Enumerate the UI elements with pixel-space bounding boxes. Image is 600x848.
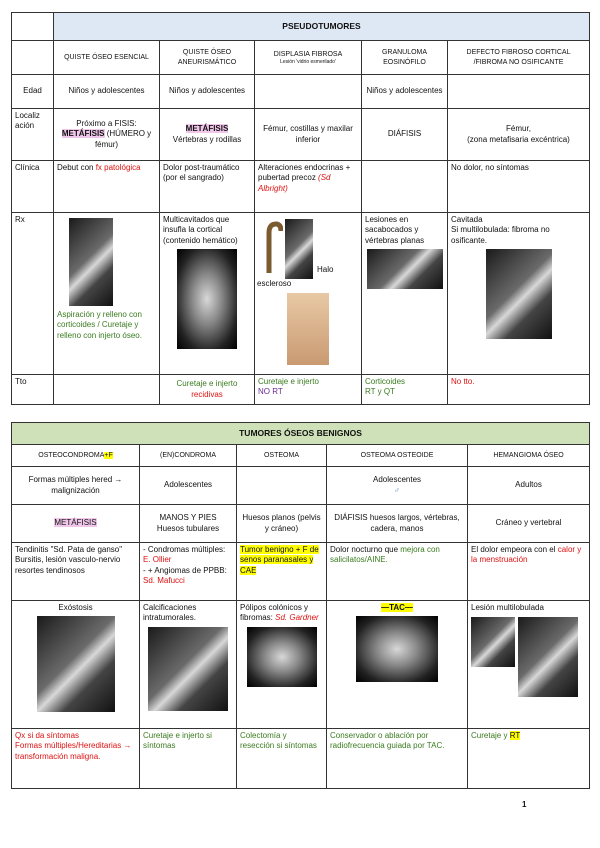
cli-oc: Tendinitis "Sd. Pata de ganso" Bursitis, lesión vasculo-nervio resortes tendinosos: [12, 543, 140, 601]
loc-qoe: [54, 109, 160, 161]
tto-os: Colectomía y resección si síntomas: [237, 729, 327, 789]
age-en: Adolescentes: [140, 467, 237, 505]
row-edad: Edad: [12, 75, 54, 109]
tto-qoa-green: Curetaje e injerto: [176, 379, 238, 389]
cli-ge: [362, 161, 448, 213]
loc-he: Cráneo y vertebral: [468, 505, 590, 543]
loc-os: Huesos planos (pelvis y cráneo): [237, 505, 327, 543]
cli-dfc: No dolor, no síntomas: [448, 161, 590, 213]
rx-ge-image: [367, 249, 443, 289]
rx-he-text: Lesión multilobulada: [471, 603, 544, 612]
cli-qoe-red: fx patológica: [95, 163, 141, 172]
page-number: 1: [522, 800, 527, 809]
edad-df: [255, 75, 362, 109]
loc-qoa: [160, 109, 255, 161]
rx-qoa: [160, 213, 255, 375]
tto-en: Curetaje e injerto si síntomas: [140, 729, 237, 789]
tto-he-green: Curetaje y: [471, 731, 510, 740]
tto-oc: [12, 729, 140, 789]
rx-oc-image: [37, 616, 115, 712]
age-oc: Formas múltiples hered → malignización: [12, 467, 140, 505]
male-icon: ♂: [394, 485, 400, 495]
loc-dfc-line1: Fémur,: [506, 124, 531, 134]
rx-en-text: Calcificaciones intratumorales.: [143, 603, 197, 623]
tto-he-rt: RT: [509, 731, 521, 740]
rx-os-text: Pólipos colónicos y fibromas:: [240, 603, 309, 623]
cli-he-text: El dolor empeora con el: [471, 545, 558, 554]
rx-dfc-line2: Si multilobulada: fibroma no osificante.: [451, 225, 550, 245]
cli-qoa: Dolor post-traumático (por el sangrado): [160, 161, 255, 213]
rx-dfc-line1: Cavitada: [451, 215, 483, 224]
tto-oc-line3: transformación maligna.: [15, 751, 101, 761]
benignos-title: TUMORES ÓSEOS BENIGNOS: [12, 423, 590, 445]
loc-qoe-metafisis: METÁFISIS: [61, 129, 105, 139]
loc-en-line2: Huesos tubulares: [156, 523, 220, 533]
rx-dfc-image: [486, 249, 552, 339]
col-osteoma-osteoide: OSTEOMA OSTEOIDE: [327, 445, 468, 467]
loc-oc: [12, 505, 140, 543]
cli-he: [468, 543, 590, 601]
tto-df: [255, 375, 362, 405]
tto-ge-green2: RT y QT: [365, 387, 395, 397]
rx-ge: [362, 213, 448, 375]
cli-en-line2: - + Angiomas de PPBB:: [143, 565, 227, 575]
edad-ge: Niños y adolescentes: [362, 75, 448, 109]
cli-oo-text: Dolor nocturno que: [330, 545, 401, 554]
tto-oc-line2: Formas múltiples/Hereditarias →: [15, 741, 132, 751]
tto-df-purple: NO RT: [258, 387, 283, 397]
cli-en-ollier: E. Ollier: [143, 555, 172, 565]
row-clinica: Clínica: [12, 161, 54, 213]
rx-df-photo: [287, 293, 329, 365]
rx-oo: [327, 601, 468, 729]
edad-dfc: [448, 75, 590, 109]
row-localizacion: Localiz ación: [12, 109, 54, 161]
col-encondroma: (EN)CONDROMA: [140, 445, 237, 467]
rx-qoe-image: [69, 218, 113, 306]
col-granuloma-eosinofilo: GRANULOMA EOSINÓFILO: [362, 41, 448, 75]
blank-corner: [12, 13, 54, 41]
loc-qoa-metafisis: METÁFISIS: [185, 124, 229, 134]
pseudotumores-title: PSEUDOTUMORES: [54, 13, 590, 41]
age-os: [237, 467, 327, 505]
row-tto: Tto: [12, 375, 54, 405]
rx-oo-image: [356, 616, 438, 682]
tto-qoa-red: recidivas: [191, 389, 223, 399]
cli-oo: [327, 543, 468, 601]
col-hemangioma: HEMANGIOMA ÓSEO: [468, 445, 590, 467]
rx-he-image-2: [518, 617, 578, 697]
rx-qoe-green: Aspiración y relleno con corticoides / Curetaje y relleno con injerto óseo.: [57, 310, 142, 340]
age-oo-text: Adolescentes: [372, 475, 422, 485]
rx-os-image: [247, 627, 317, 687]
tto-ge-green1: Corticoides: [365, 377, 406, 386]
displasia-note: Lesión 'vidrio esmerilado': [280, 58, 336, 65]
loc-dfc-line2: (zona metafisaria excéntrica): [467, 134, 570, 144]
rx-ge-text: Lesiones en sacabocados y vértebras planas: [365, 215, 425, 245]
loc-qoe-line1: Próximo a FISIS:: [76, 118, 137, 128]
edad-qoe: Niños y adolescentes: [54, 75, 160, 109]
loc-qoa-line2: Vértebras y rodillas: [172, 134, 242, 144]
rx-os-gardner: Sd. Gardner: [275, 613, 319, 623]
loc-en: [140, 505, 237, 543]
tto-ge: [362, 375, 448, 405]
col-osteoma: OSTEOMA: [237, 445, 327, 467]
rx-qoe: [54, 213, 160, 375]
shepherd-crook-image: [261, 221, 283, 276]
rx-he: [468, 601, 590, 729]
rx-en: [140, 601, 237, 729]
cli-df-text: Alteraciones endocrinas + pubertad precoz: [258, 163, 351, 183]
edad-qoa: Niños y adolescentes: [160, 75, 255, 109]
rx-he-image-1: [471, 617, 515, 667]
tto-oo: Conservador o ablación por radiofrecuencia guiada por TAC.: [327, 729, 468, 789]
loc-en-line1: MANOS Y PIES: [159, 513, 217, 523]
cli-df-red: (Sd Albright): [258, 173, 331, 193]
rx-dfc: [448, 213, 590, 375]
rx-df-image: [285, 219, 313, 279]
loc-ge: DIÁFISIS: [362, 109, 448, 161]
cli-qoe: [54, 161, 160, 213]
loc-df: Fémur, costillas y maxilar inferior: [255, 109, 362, 161]
tto-df-green: Curetaje e injerto: [258, 377, 319, 386]
displasia-title: DISPLASIA FIBROSA: [273, 50, 343, 58]
tumores-benignos-table: [11, 422, 590, 789]
rx-qoa-text: Multicavitados que insufla la cortical (contenido hemático): [163, 215, 238, 245]
blank-corner-2: [12, 41, 54, 75]
rx-oc-text: Exóstosis: [58, 603, 93, 612]
rx-oo-tac: —TAC—: [381, 603, 413, 612]
rx-en-image: [148, 627, 228, 711]
rx-df: [255, 213, 362, 375]
tto-dfc: No tto.: [448, 375, 590, 405]
cli-en-line1: - Condromas múltiples:: [143, 545, 226, 554]
osteocondroma-label: OSTEOCONDROMA: [38, 451, 105, 459]
cli-oo-green: mejora con salicilatos/AINE.: [330, 545, 440, 565]
age-he: Adultos: [468, 467, 590, 505]
cli-os: [237, 543, 327, 601]
cli-he-red: calor y la menstruación: [471, 545, 582, 565]
tto-oc-line1: Qx si da síntomas: [15, 731, 80, 740]
cli-df: [255, 161, 362, 213]
tto-qoa: [160, 375, 255, 405]
osteocondroma-hl: +F: [104, 451, 113, 459]
rx-df-halo: Halo: [317, 265, 334, 274]
col-displasia-fibrosa: [255, 41, 362, 75]
loc-oc-metafisis: METÁFISIS: [54, 518, 97, 528]
col-defecto-fibroso-cortical: DEFECTO FIBROSO CORTICAL /FIBROMA NO OSIFICANTE: [448, 41, 590, 75]
loc-dfc: [448, 109, 590, 161]
cli-en: [140, 543, 237, 601]
cli-en-mafucci: Sd. Mafucci: [143, 576, 185, 586]
rx-df-escleroso: escleroso: [257, 279, 292, 288]
loc-oo: DIÁFISIS huesos largos, vértebras, cadera, manos: [327, 505, 468, 543]
col-osteocondroma: [12, 445, 140, 467]
pseudotumores-table: [11, 12, 590, 405]
tto-qoe: [54, 375, 160, 405]
col-quiste-oseo-esencial: QUISTE ÓSEO ESENCIAL: [54, 41, 160, 75]
rx-qoa-image: [177, 249, 237, 349]
col-quiste-oseo-aneurismatico: QUISTE ÓSEO ANEURISMÁTICO: [160, 41, 255, 75]
cli-qoe-text: Debut con: [57, 163, 96, 172]
row-rx: Rx: [12, 213, 54, 375]
rx-oc: [12, 601, 140, 729]
tto-he: [468, 729, 590, 789]
rx-os: [237, 601, 327, 729]
loc-qoe-line2: (HÚMERO y fémur): [94, 129, 152, 149]
cli-os-yellow: Tumor benigno + F de senos paranasales y CAE: [240, 545, 319, 575]
rx-he-images: [471, 617, 586, 697]
age-oo: [327, 467, 468, 505]
